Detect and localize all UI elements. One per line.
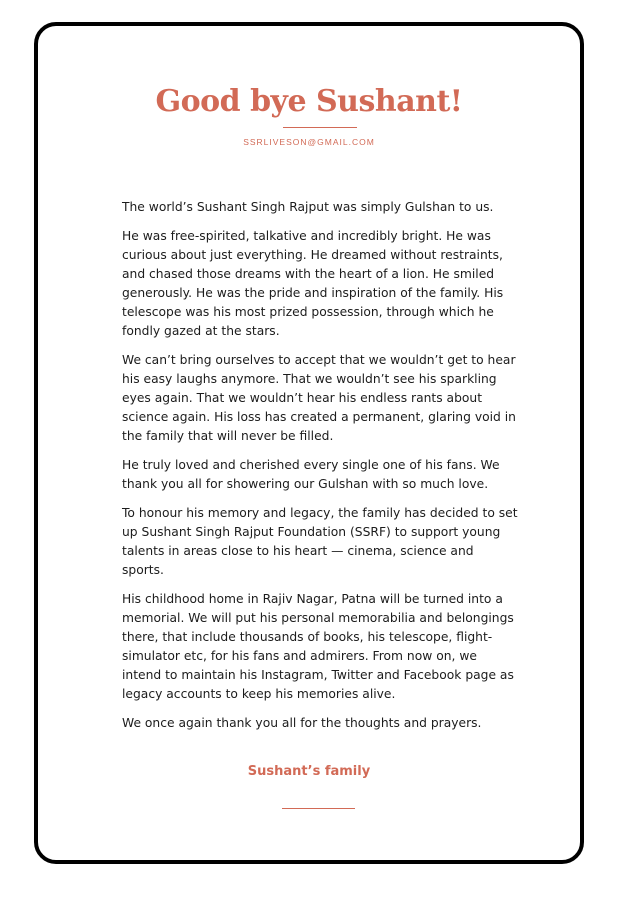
paragraph: We once again thank you all for the thoughts and prayers. xyxy=(122,716,482,730)
paragraph: He truly loved and cherished every single one of his fans. We thank you all for showering our Gulshan with so much love. xyxy=(122,458,500,491)
footer-divider xyxy=(282,808,355,809)
paragraph: To honour his memory and legacy, the family has decided to set up Sushant Singh Rajput Foundation (SSRF) to support young talents in areas close to his heart — cinema, science and sports. xyxy=(122,506,518,577)
letter-title: Good bye Sushant! xyxy=(155,84,463,119)
title-divider xyxy=(283,127,357,128)
paragraph: He was free-spirited, talkative and incredibly bright. He was curious about just everything. He dreamed without restraints, and chased those dreams with the heart of a lion. He smiled generously. He was the pride and inspiration of the family. His telescope was his most prized possession, through which he fondly gazed at the stars. xyxy=(122,229,504,338)
paragraph: His childhood home in Rajiv Nagar, Patna will be turned into a memorial. We will put his personal memorabilia and belongings there, that include thousands of books, his telescope, flight-simulator etc, for his fans and admirers. From now on, we intend to maintain his Instagram, Twitter and Facebook page as legacy accounts to keep his memories alive. xyxy=(122,592,514,701)
letter-card xyxy=(34,22,584,864)
letter-body xyxy=(122,198,518,743)
paragraph: The world’s Sushant Singh Rajput was simply Gulshan to us. xyxy=(122,200,494,214)
signature: Sushant’s family xyxy=(247,764,371,779)
paragraph: We can’t bring ourselves to accept that we wouldn’t get to hear his easy laughs anymore. That we wouldn’t see his sparkling eyes again. That we wouldn’t hear his endless rants about science again. His loss has created a permanent, glaring void in the family that will never be filled. xyxy=(122,353,516,443)
contact-email: SSRLIVESON@GMAIL.COM xyxy=(243,137,375,147)
